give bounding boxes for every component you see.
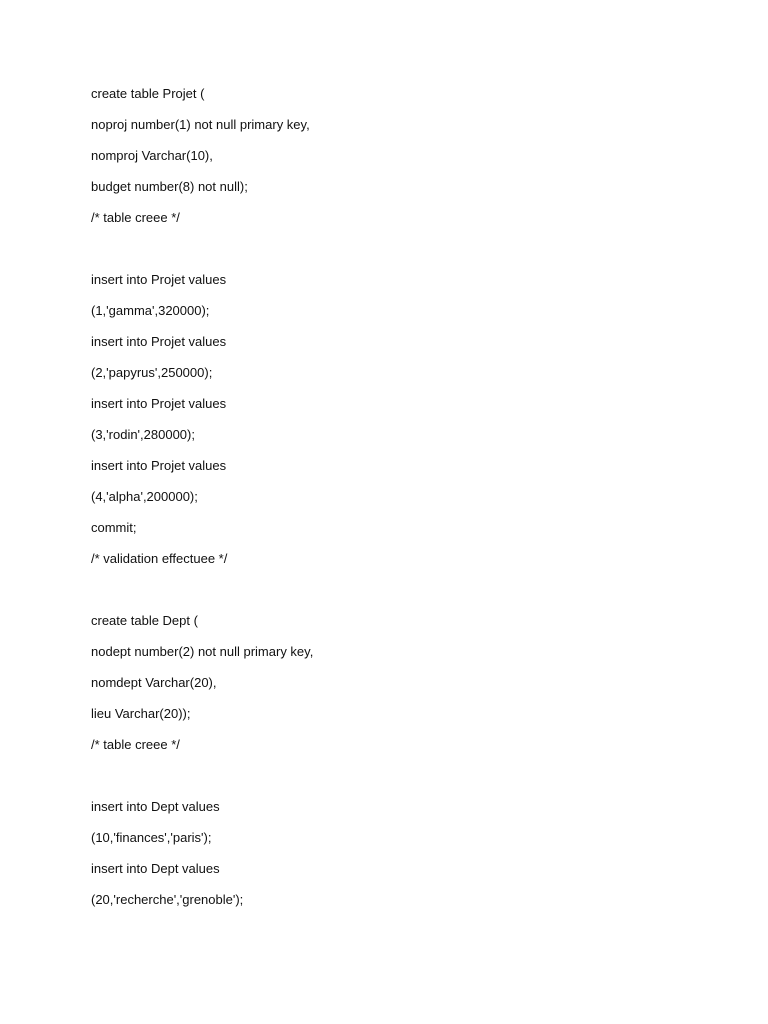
text-line: create table Dept ( (91, 613, 198, 628)
text-line: insert into Projet values (91, 272, 227, 287)
text-line: commit; (91, 520, 137, 535)
sql-script-body (91, 84, 691, 921)
text-line: create table Projet ( (91, 86, 205, 101)
text-line: noproj number(1) not null primary key, (91, 117, 310, 132)
text-line: (10,'finances','paris'); (91, 830, 212, 845)
blank-line (91, 766, 691, 797)
text-line: insert into Projet values (91, 334, 227, 349)
text-line: /* table creee */ (91, 737, 180, 752)
text-line: nomproj Varchar(10), (91, 148, 213, 163)
blank-line (91, 239, 691, 270)
text-line: (4,'alpha',200000); (91, 489, 198, 504)
blank-line (91, 580, 691, 611)
text-line: insert into Dept values (91, 861, 220, 876)
text-line: insert into Projet values (91, 458, 227, 473)
text-line: budget number(8) not null); (91, 179, 248, 194)
text-line: (2,'papyrus',250000); (91, 365, 213, 380)
text-line: (20,'recherche','grenoble'); (91, 892, 244, 907)
text-line: /* validation effectuee */ (91, 551, 228, 566)
text-line: nodept number(2) not null primary key, (91, 644, 314, 659)
text-line: nomdept Varchar(20), (91, 675, 217, 690)
text-line: lieu Varchar(20)); (91, 706, 191, 721)
text-line: /* table creee */ (91, 210, 180, 225)
text-line: insert into Dept values (91, 799, 220, 814)
text-line: (3,'rodin',280000); (91, 427, 195, 442)
text-line: insert into Projet values (91, 396, 227, 411)
text-line: (1,'gamma',320000); (91, 303, 210, 318)
